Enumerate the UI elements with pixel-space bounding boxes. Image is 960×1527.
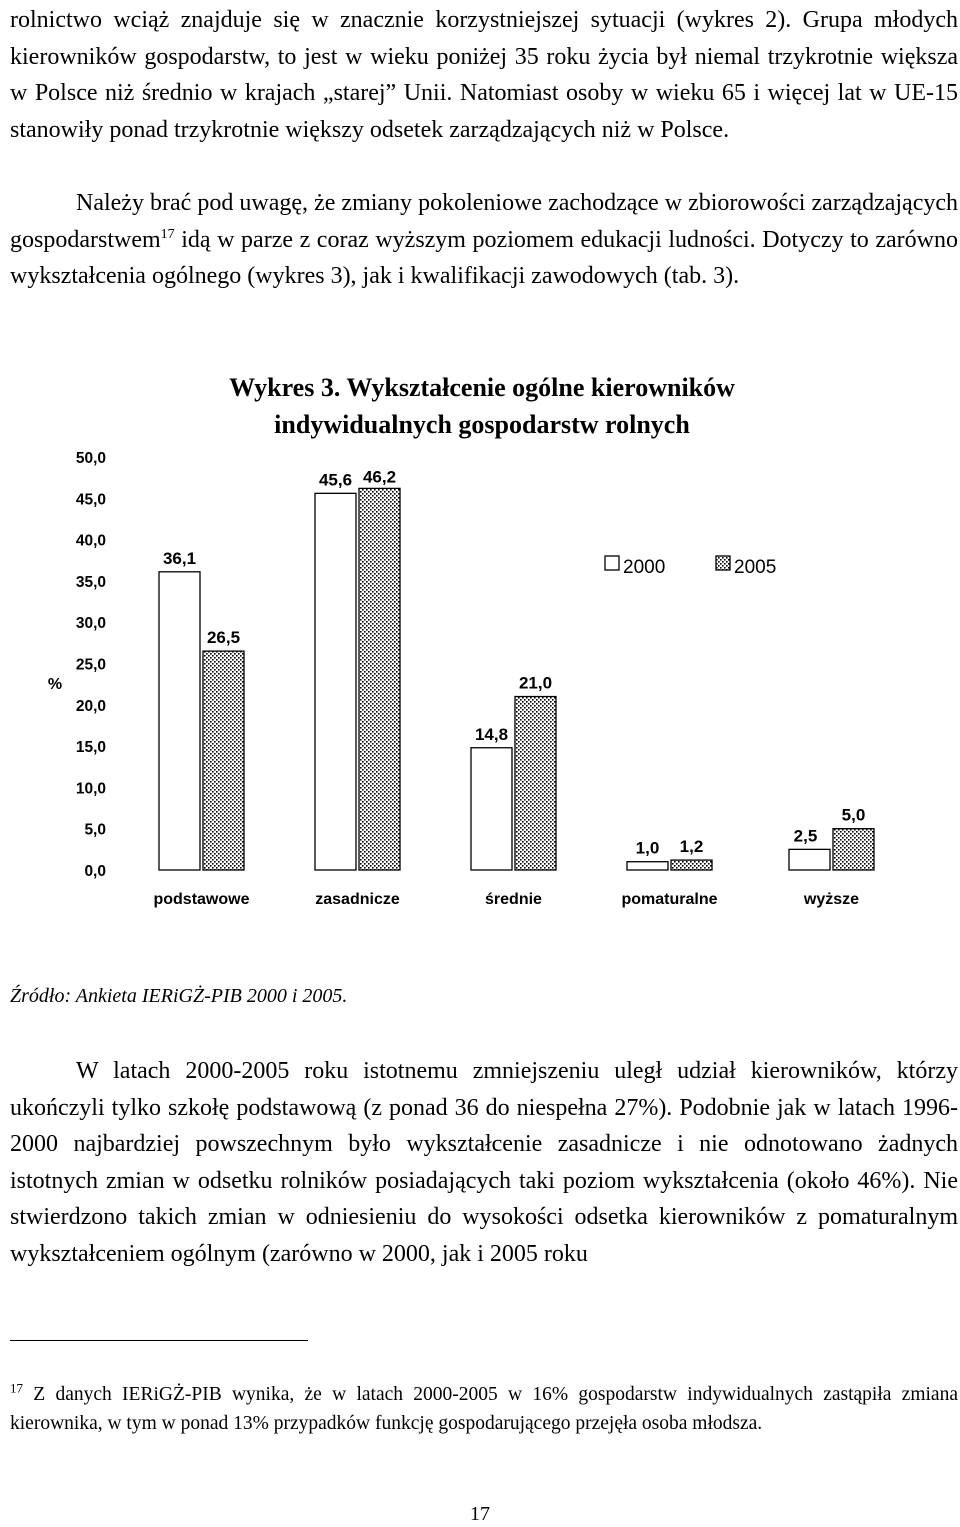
bar-value-label: 21,0 (518, 673, 553, 693)
x-category-label: średnie (485, 891, 542, 908)
y-tick-label: 5,0 (84, 821, 106, 839)
bar-2000-0 (159, 572, 200, 870)
footnote-number: 17 (10, 1380, 23, 1396)
x-category-label: zasadnicze (315, 891, 400, 908)
page-number: 17 (470, 1503, 490, 1525)
bar-2005-0 (203, 651, 244, 870)
bar-2005-3 (671, 860, 712, 870)
chart-source: Źródło: Ankieta IERiGŻ-PIB 2000 i 2005. (10, 985, 348, 1007)
x-category-label: pomaturalne (621, 891, 718, 908)
bar-value-label: 45,6 (318, 470, 353, 490)
footnote-17 (10, 1380, 958, 1438)
bar-group (159, 488, 874, 870)
y-tick-label: 45,0 (75, 491, 106, 509)
y-tick-label: 0,0 (84, 863, 106, 880)
legend-swatch-2000 (605, 556, 619, 570)
bar-value-label: 14,8 (474, 724, 509, 744)
chart-title-line2: indywidualnych gospodarstw rolnych (274, 410, 690, 439)
legend-label-2005: 2005 (734, 557, 777, 578)
education-chart (0, 355, 960, 935)
chart-legend (605, 556, 776, 578)
paragraph-intro: rolnictwo wciąż znajduje się w znacznie korzystniejszej sytuacji (wykres 2). Grupa młodych kierowników gospodarstw, to jest w wieku poniżej 35 roku życia był niemal trzykrotnie większa w Polsce niż średnio w krajach „starej” Unii. Natomiast osoby w wieku 65 i więcej lat w UE-15 stanowiły ponad trzykrotnie większy odsetek zarządzających niż w Polsce. (10, 7, 958, 143)
y-tick-label: 35,0 (75, 573, 106, 591)
paragraph-generations (10, 185, 958, 295)
x-axis-categories (153, 891, 859, 908)
x-category-label: podstawowe (153, 891, 250, 908)
bar-value-label: 1,2 (679, 837, 704, 857)
footnote-separator (10, 1340, 308, 1341)
bar-2000-3 (627, 862, 668, 870)
bar-value-label: 26,5 (206, 628, 241, 648)
chart-title-line1: Wykres 3. Wykształcenie ogólne kierowników (229, 373, 735, 402)
y-tick-label: 30,0 (75, 615, 106, 633)
bar-2005-4 (833, 829, 874, 870)
bar-2005-1 (359, 488, 400, 870)
bar-value-labels (163, 467, 865, 857)
paragraph-generations-part1: Należy brać pod uwagę, że zmiany pokoleniowe zachodzące w zbiorowości zarządzających gospodarstwem (10, 190, 958, 253)
footnote-ref[interactable]: 17 (160, 226, 175, 242)
bar-value-label: 5,0 (841, 805, 866, 825)
y-tick-label: 20,0 (75, 697, 106, 715)
bar-2000-1 (315, 493, 356, 870)
bar-2000-2 (471, 748, 512, 870)
y-axis-label: % (47, 676, 63, 693)
paragraph-generations-part2: idą w parze z coraz wyższym poziomem edukacji ludności. Dotyczy to zarówno wykształcenia ogólnego (wykres 3), jak i kwalifikacji zawodowych (tab. 3). (10, 226, 958, 289)
bar-value-label: 36,1 (162, 548, 197, 568)
paragraph-analysis: W latach 2000-2005 roku istotnemu zmniejszeniu uległ udział kierowników, którzy ukończyli tylko szkołę podstawową (z ponad 36 do niespełna 27%). Podobnie jak w latach 1996-2000 najbardziej powszechnym było wykształcenie zasadnicze i nie odnotowano żadnych istotnych zmian w odsetku rolników posiadających taki poziom wykształcenia (około 46%). Nie stwierdzono takich zmian w odniesieniu do wysokości odsetka kierowników z pomaturalnym wykształceniem ogólnym (zarówno w 2000, jak i 2005 roku (10, 1058, 958, 1267)
bar-value-label: 46,2 (362, 467, 397, 487)
legend-label-2000: 2000 (623, 557, 666, 578)
bar-value-label: 1,0 (635, 838, 660, 858)
bar-value-label: 2,5 (793, 826, 818, 846)
x-category-label: wyższe (803, 891, 860, 908)
bar-2000-4 (789, 849, 830, 870)
legend-swatch-2005 (716, 556, 730, 570)
footnote-text: Z danych IERiGŻ-PIB wynika, że w latach 2000-2005 w 16% gospodarstw indywidualnych zastąpiła zmiana kierownika, w tym w ponad 13% przypadków funkcję gospodarującego przejęła osoba młodsza. (10, 1384, 958, 1434)
y-tick-label: 10,0 (75, 780, 106, 798)
y-tick-label: 40,0 (75, 532, 106, 550)
y-tick-label: 25,0 (75, 656, 106, 674)
bar-2005-2 (515, 697, 556, 870)
y-tick-label: 50,0 (75, 450, 106, 467)
y-axis-ticks (76, 450, 106, 880)
y-tick-label: 15,0 (75, 739, 106, 757)
